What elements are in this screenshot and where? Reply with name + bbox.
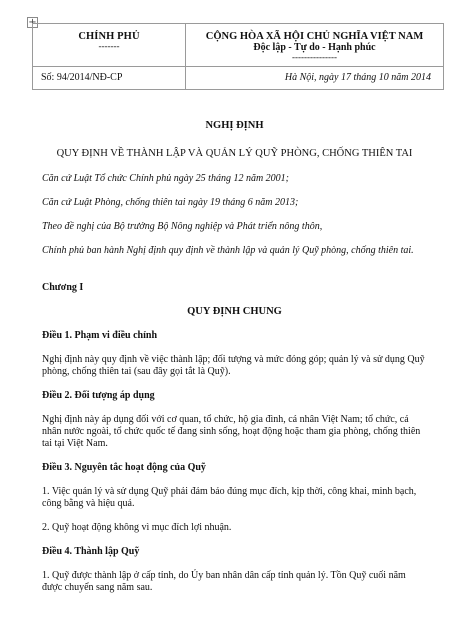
org-name: CHÍNH PHỦ bbox=[78, 31, 140, 42]
legal-basis-1: Căn cứ Luật Tổ chức Chính phủ ngày 25 tháng 12 năm 2001; bbox=[42, 173, 290, 184]
org-divider: ------- bbox=[98, 41, 120, 51]
chapter-label: Chương I bbox=[42, 282, 84, 293]
article-1-text: Nghị định này quy định về việc thành lập; đối tượng và mức đóng góp; quản lý và sử dụng Quỹ phòng, chống thiên tai (sau đây gọi tắt là Quỹ). bbox=[42, 354, 425, 377]
header-table bbox=[32, 23, 444, 90]
org-cell bbox=[33, 24, 186, 67]
number-cell bbox=[33, 67, 186, 90]
document-title: NGHỊ ĐỊNH bbox=[205, 120, 264, 131]
article-4-title: Điều 4. Thành lập Quỹ bbox=[42, 546, 140, 557]
document-number: Số: 94/2014/NĐ-CP bbox=[41, 72, 123, 83]
table-move-handle[interactable]: + bbox=[28, 17, 37, 28]
legal-basis-2: Căn cứ Luật Phòng, chống thiên tai ngày 19 tháng 6 năm 2013; bbox=[42, 197, 299, 208]
article-3-title: Điều 3. Nguyên tắc hoạt động của Quỹ bbox=[42, 462, 206, 473]
document-subtitle: QUY ĐỊNH VỀ THÀNH LẬP VÀ QUẢN LÝ QUỸ PHÒNG, CHỐNG THIÊN TAI bbox=[56, 148, 413, 159]
legal-basis-4: Chính phủ ban hành Nghị định quy định về thành lập và quản lý Quỹ phòng, chống thiên tai. bbox=[42, 245, 414, 256]
article-3-clause-2: 2. Quỹ hoạt động không vì mục đích lợi nhuận. bbox=[42, 522, 232, 533]
article-2-title: Điều 2. Đối tượng áp dụng bbox=[42, 390, 155, 401]
motto-divider: --------------- bbox=[292, 52, 337, 62]
article-1-title: Điều 1. Phạm vi điều chỉnh bbox=[42, 330, 158, 341]
article-3-clause-1: 1. Việc quản lý và sử dụng Quỹ phải đảm bảo đúng mục đích, kịp thời, công khai, minh bạch, công bằng và hiệu quả. bbox=[42, 486, 417, 509]
legal-basis-3: Theo đề nghị của Bộ trưởng Bộ Nông nghiệp và Phát triển nông thôn, bbox=[42, 221, 323, 232]
date-cell bbox=[186, 67, 444, 90]
article-2-text: Nghị định này áp dụng đối với cơ quan, tổ chức, hộ gia đình, cá nhân Việt Nam; tổ chức, cá nhân nước ngoài, tổ chức quốc tế đang sinh sống, hoạt động hoặc tham gia phòng, chống thiên tai tại Việt Nam. bbox=[42, 414, 421, 449]
chapter-title: QUY ĐỊNH CHUNG bbox=[187, 306, 282, 317]
document-date: Hà Nội, ngày 17 tháng 10 năm 2014 bbox=[284, 72, 431, 83]
nation-cell bbox=[186, 24, 444, 67]
nation-name: CỘNG HÒA XÃ HỘI CHỦ NGHĨA VIỆT NAM bbox=[205, 31, 424, 42]
article-4-clause-1: 1. Quỹ được thành lập ở cấp tỉnh, do Ủy ban nhân dân cấp tỉnh quản lý. Tồn Quỹ cuối năm được chuyển sang năm sau. bbox=[42, 570, 406, 593]
motto: Độc lập - Tự do - Hạnh phúc bbox=[253, 42, 376, 53]
